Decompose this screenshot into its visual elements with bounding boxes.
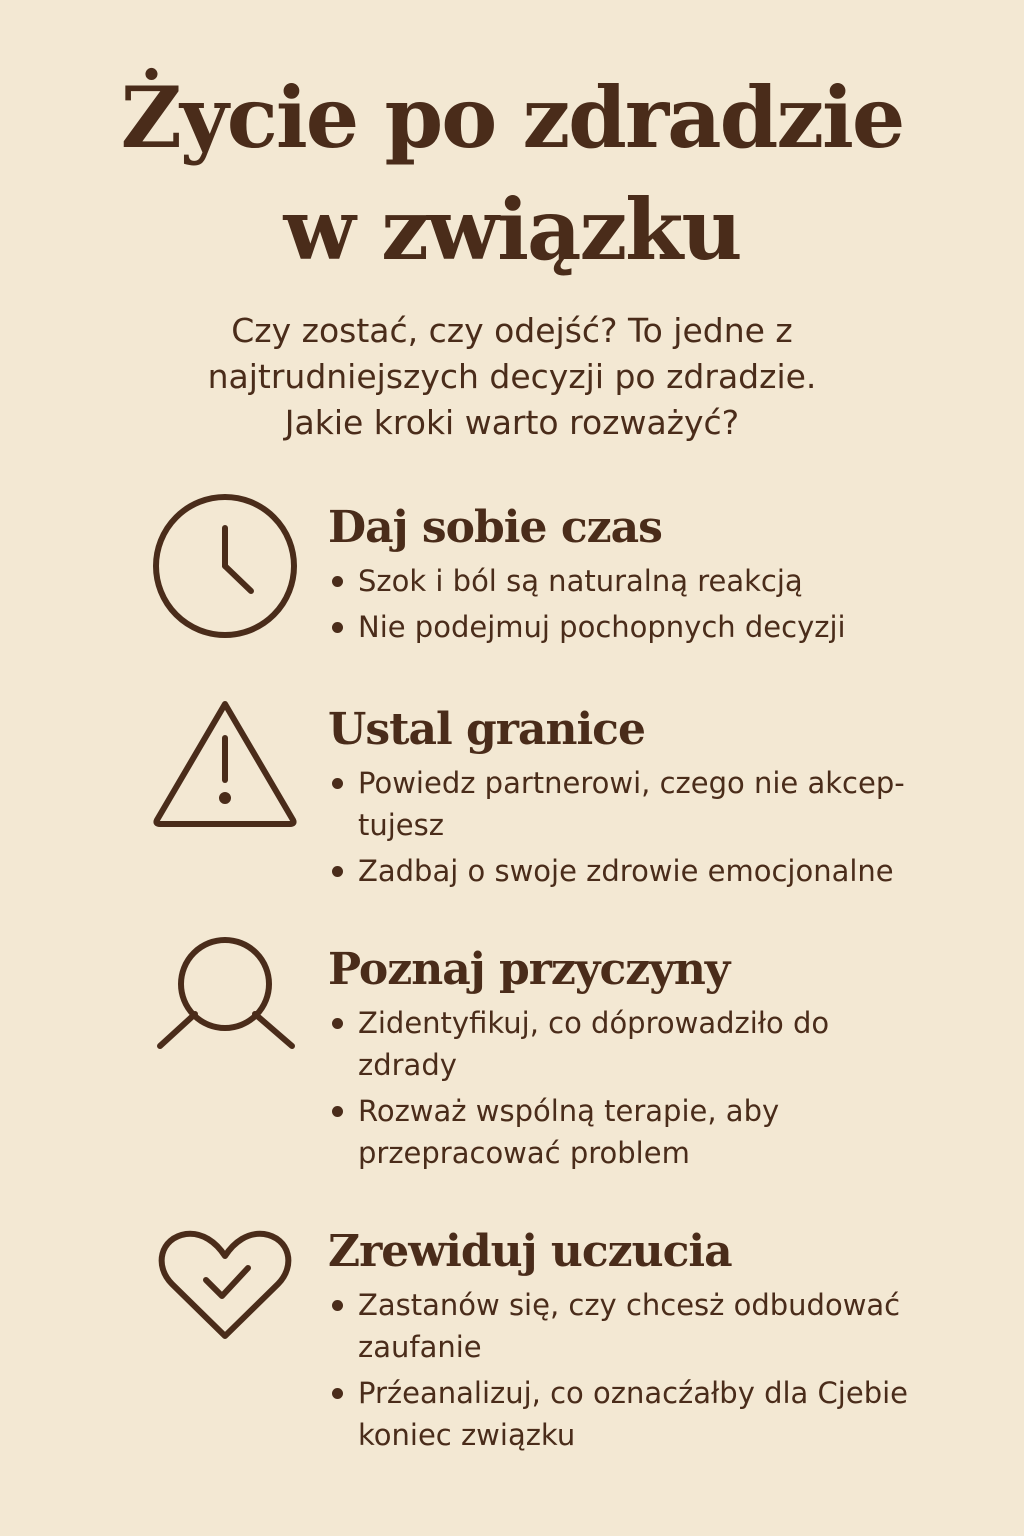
bullet-text: Zadbaj o swoje zdrowie emocjonalne: [358, 854, 894, 888]
bullet-item: [330, 1090, 970, 1174]
bullet-text-line-2: zdrady: [358, 1048, 457, 1082]
subtitle-line-1: Czy zostać, czy odejść? To jedne z: [231, 311, 793, 350]
section-heading: Poznaj przyczyny: [328, 944, 730, 995]
bullet-list: [330, 1002, 970, 1178]
bullet-text-line-1: Zastanów się, czy chcesż odbudować: [358, 1288, 901, 1322]
bullet-list: [330, 560, 970, 652]
warning-triangle-icon: [150, 692, 300, 842]
bullet-text-line-2: tujesz: [358, 808, 444, 842]
bullet-list: [330, 1284, 970, 1460]
bullet-text-line-2: przepracować problem: [358, 1136, 690, 1170]
bullet-text-line-1: Rozważ wspólną terapie, aby: [358, 1094, 780, 1128]
bullet-text-line-1: Prźeanalizuj, co oznacźałby dla Cjebie: [358, 1376, 908, 1410]
heart-check-icon: [150, 1218, 300, 1368]
subtitle-line-2: najtrudniejszych decyzji po zdradzie.: [207, 357, 817, 396]
bullet-text-line-1: Zidentyfikuj, co dóprowadziło do: [358, 1006, 830, 1040]
subtitle-line-3: Jakie kroki warto rozważyć?: [284, 403, 740, 442]
page-subtitle: [120, 308, 904, 446]
section-heading: Ustal granice: [328, 704, 645, 755]
section-heading: Zrewiduj uczucia: [328, 1226, 732, 1277]
bullet-item: [330, 560, 970, 602]
bullet-text-line-1: Powiedz partnerowi, czego nie akcep-: [358, 766, 905, 800]
bullet-list: [330, 762, 970, 896]
bullet-text-line-2: koniec związku: [358, 1418, 576, 1452]
bullet-text-line-2: zaufanie: [358, 1330, 482, 1364]
bullet-text: Szok i ból są naturalną reakcją: [358, 564, 803, 598]
bullet-item: [330, 1372, 970, 1456]
page-title: [0, 62, 1024, 286]
bullet-item: [330, 1284, 970, 1368]
section-heading: Daj sobie czas: [328, 502, 662, 553]
bullet-item: [330, 850, 970, 892]
page-title-line-2: w związku: [283, 180, 741, 279]
bullet-item: [330, 1002, 970, 1086]
bullet-text: Nie podejmuj pochopnych decyzji: [358, 610, 846, 644]
magnifier-icon: [150, 934, 300, 1084]
page-title-line-1: Życie po zdradzie: [120, 68, 904, 167]
clock-icon: [150, 488, 300, 638]
bullet-item: [330, 762, 970, 846]
bullet-item: [330, 606, 970, 648]
